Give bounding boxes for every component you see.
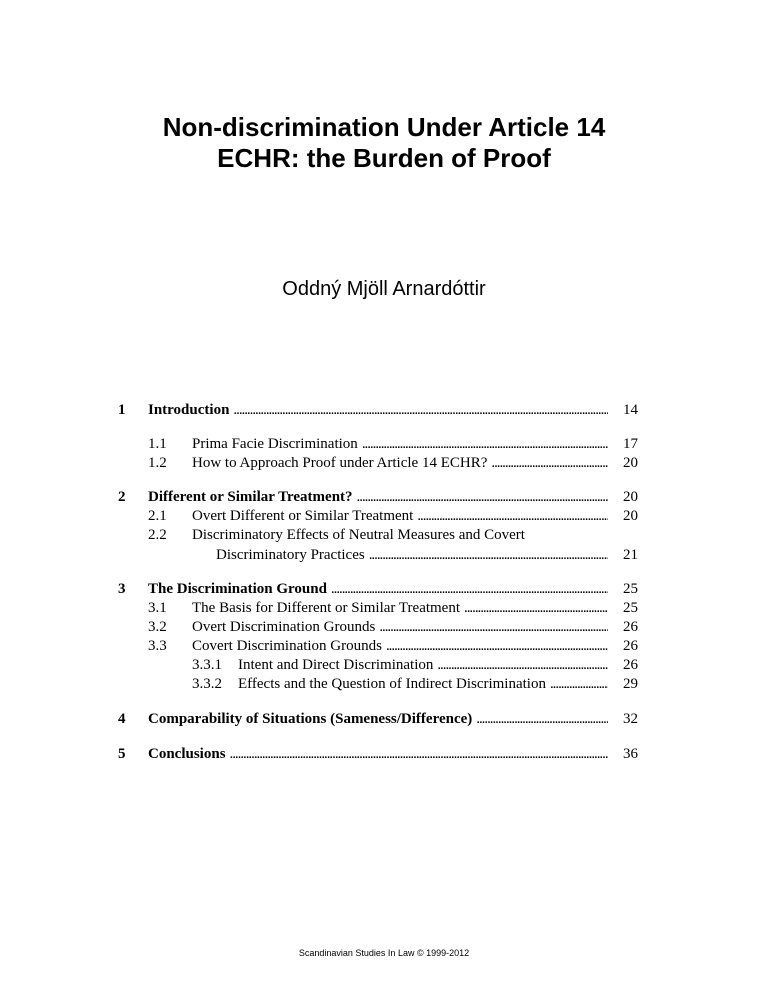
toc-entry-title: Different or Similar Treatment? xyxy=(148,489,353,505)
toc-entry-number: 1 xyxy=(118,402,126,418)
dot-leader xyxy=(437,655,608,675)
toc-page-number: 20 xyxy=(623,489,638,505)
toc-page-number: 26 xyxy=(623,638,638,654)
toc-entry-3-3[interactable] xyxy=(118,636,638,656)
toc-entry-title-line-1: Discriminatory Effects of Neutral Measures and Covert xyxy=(192,527,525,543)
toc-entry-5[interactable] xyxy=(118,744,638,764)
toc-entry-number: 3.3.1 xyxy=(192,657,222,673)
toc-entry-number: 3.3 xyxy=(148,638,167,654)
toc-entry-1-1[interactable] xyxy=(118,434,638,454)
toc-entry-number: 3.1 xyxy=(148,600,167,616)
toc-entry-title: Covert Discrimination Grounds xyxy=(192,638,382,654)
toc-entry-title: Introduction xyxy=(148,402,230,418)
toc-entry-title: Intent and Direct Discrimination xyxy=(238,657,434,673)
toc-entry-4[interactable] xyxy=(118,709,638,729)
toc-entry-1-2[interactable] xyxy=(118,453,638,473)
toc-entry-2-2[interactable] xyxy=(118,525,638,545)
dot-leader xyxy=(331,579,608,599)
toc-page-number: 26 xyxy=(623,657,638,673)
toc-entry-number: 4 xyxy=(118,711,126,727)
title-line-1: Non-discrimination Under Article 14 xyxy=(162,112,606,142)
toc-page-number: 20 xyxy=(623,455,638,471)
toc-entry-title: Overt Different or Similar Treatment xyxy=(192,508,414,524)
dot-leader xyxy=(464,598,608,618)
toc-entry-title: How to Approach Proof under Article 14 ECHR? xyxy=(192,455,488,471)
dot-leader xyxy=(491,453,608,473)
toc-entry-number: 3.2 xyxy=(148,619,167,635)
toc-entry-2-2-continued[interactable] xyxy=(118,545,638,565)
toc-page-number: 20 xyxy=(623,508,638,524)
toc-entry-title: The Basis for Different or Similar Treatment xyxy=(192,600,461,616)
toc-page-number: 21 xyxy=(623,547,638,563)
toc-page-number: 25 xyxy=(623,581,638,597)
dot-leader xyxy=(369,545,608,565)
toc-entry-title: Conclusions xyxy=(148,746,226,762)
toc-entry-3-1[interactable] xyxy=(118,598,638,618)
dot-leader xyxy=(230,744,608,764)
toc-entry-title: Comparability of Situations (Sameness/Difference) xyxy=(148,711,473,727)
copyright-footer: Scandinavian Studies In Law © 1999-2012 xyxy=(298,948,470,958)
toc-entry-number: 1.1 xyxy=(148,436,167,452)
dot-leader xyxy=(550,674,608,694)
toc-entry-3-3-2[interactable] xyxy=(118,674,638,694)
toc-page-number: 26 xyxy=(623,619,638,635)
toc-entry-title: Overt Discrimination Grounds xyxy=(192,619,376,635)
dot-leader xyxy=(379,617,608,637)
dot-leader xyxy=(357,487,608,507)
toc-entry-title-line-2: Discriminatory Practices xyxy=(216,547,365,563)
dot-leader xyxy=(417,506,608,526)
toc-entry-3-2[interactable] xyxy=(118,617,638,637)
dot-leader xyxy=(386,636,608,656)
toc-entry-number: 2.2 xyxy=(148,527,167,543)
toc-page-number: 17 xyxy=(623,436,638,452)
toc-page-number: 29 xyxy=(623,676,638,692)
author-name: Oddný Mjöll Arnardóttir xyxy=(282,278,486,300)
toc-entry-title: Effects and the Question of Indirect Discrimination xyxy=(238,676,546,692)
dot-leader xyxy=(362,434,608,454)
toc-entry-title: Prima Facie Discrimination xyxy=(192,436,358,452)
toc-entry-title: The Discrimination Ground xyxy=(148,581,327,597)
dot-leader xyxy=(476,709,608,729)
toc-entry-number: 2 xyxy=(118,489,126,505)
toc-entry-3-3-1[interactable] xyxy=(118,655,638,675)
title-line-2: ECHR: the Burden of Proof xyxy=(217,143,551,173)
toc-entry-2[interactable] xyxy=(118,487,638,507)
toc-entry-number: 3.3.2 xyxy=(192,676,222,692)
toc-entry-3[interactable] xyxy=(118,579,638,599)
toc-entry-1[interactable] xyxy=(118,400,638,420)
toc-entry-number: 5 xyxy=(118,746,126,762)
toc-entry-number: 2.1 xyxy=(148,508,167,524)
toc-page-number: 36 xyxy=(623,746,638,762)
toc-page-number: 32 xyxy=(623,711,638,727)
dot-leader xyxy=(233,400,608,420)
toc-entry-number: 1.2 xyxy=(148,455,167,471)
toc-entry-2-1[interactable] xyxy=(118,506,638,526)
toc-entry-number: 3 xyxy=(118,581,126,597)
toc-page-number: 14 xyxy=(623,402,638,418)
toc-page-number: 25 xyxy=(623,600,638,616)
